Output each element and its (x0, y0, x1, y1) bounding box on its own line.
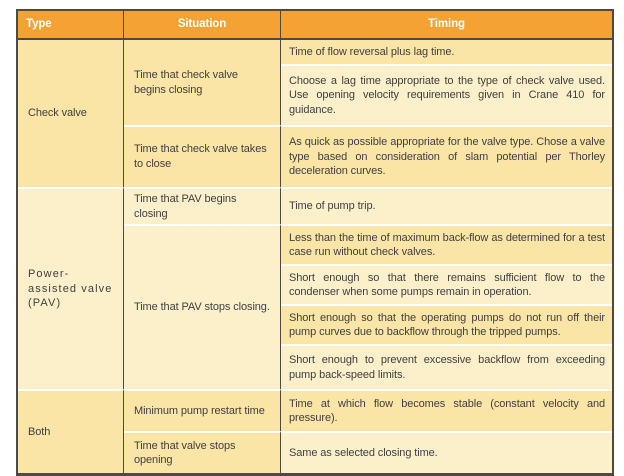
situation-cell-minimum-pump-restart: Minimum pump restart time (124, 389, 281, 431)
timing-cell-flow-reversal: Time of flow reversal plus lag time. (281, 40, 612, 64)
timing-cell-same-as-closing-time: Same as selected closing time. (281, 431, 612, 473)
type-cell-power-assisted-valve: Power-assisted valve (PAV) (18, 187, 124, 389)
table-row (18, 389, 612, 431)
timing-cell-as-quick-as-possible: As quick as possible appropriate for the valve type. Chose a valve type based on consideration of slam potential per Thorley deceleration curves. (281, 125, 612, 187)
situation-cell-pav-stops-closing: Time that PAV stops closing. (124, 224, 281, 389)
timing-cell-lag-time-guidance: Choose a lag time appropriate to the type of check valve used. Use opening velocity requirements given in Crane 410 for guidance. (281, 64, 612, 125)
table-row (18, 40, 612, 64)
timing-cell-back-speed-limits: Short enough to prevent excessive backflow from exceeding pump back-speed limits. (281, 344, 612, 389)
timing-cell-less-than-max-backflow: Less than the time of maximum back-flow as determined for a test case run without check valves. (281, 224, 612, 264)
situation-cell-check-valve-takes-to-close: Time that check valve takes to close (124, 125, 281, 187)
type-cell-both: Both (18, 389, 124, 473)
column-header-timing: Timing (281, 11, 612, 40)
timing-cell-pump-curves-backflow: Short enough so that the operating pumps do not run off their pump curves due to backflow through the tripped pumps. (281, 304, 612, 344)
column-header-situation: Situation (124, 11, 281, 40)
type-cell-check-valve: Check valve (18, 40, 124, 187)
timing-cell-flow-becomes-stable: Time at which flow becomes stable (constant velocity and pressure). (281, 389, 612, 431)
situation-cell-check-valve-begins-closing: Time that check valve begins closing (124, 40, 281, 125)
timing-cell-sufficient-flow-condenser: Short enough so that there remains sufficient flow to the condenser when some pumps remain in operation. (281, 264, 612, 304)
column-header-type: Type (18, 11, 124, 40)
table-row (18, 187, 612, 224)
situation-cell-valve-stops-opening: Time that valve stops opening (124, 431, 281, 473)
valve-timing-table (16, 9, 614, 476)
situation-cell-pav-begins-closing: Time that PAV begins closing (124, 187, 281, 224)
table-header-row (18, 11, 612, 40)
timing-cell-pump-trip: Time of pump trip. (281, 187, 612, 224)
